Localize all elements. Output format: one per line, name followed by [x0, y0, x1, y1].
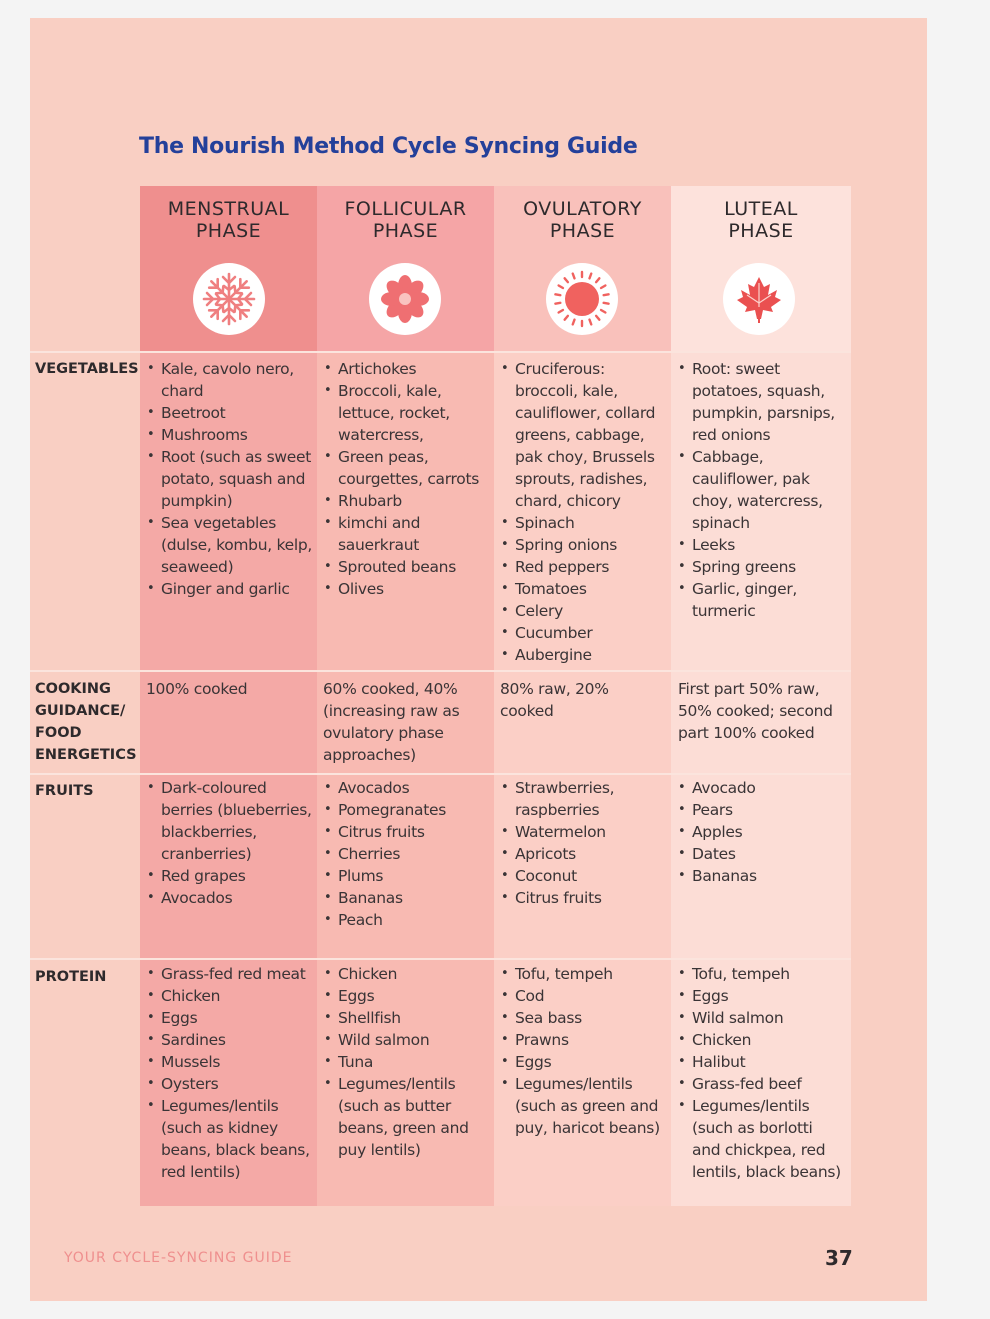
list-item: • Ginger and garlic: [144, 578, 314, 600]
list-item: • Chicken: [144, 985, 314, 1007]
list-item: • Sea bass: [498, 1007, 668, 1029]
list-item: • Pomegranates: [321, 799, 491, 821]
list-item: • Cod: [498, 985, 668, 1007]
cooking-follicular: [323, 678, 483, 766]
phase-title-follicular: FOLLICULAR PHASE: [344, 198, 467, 242]
list-item: • Chicken: [675, 1029, 845, 1051]
list-item: • Legumes/lentils (such as butter beans, green and puy lentils): [321, 1073, 491, 1161]
list-item: • Tomatoes: [498, 578, 668, 600]
list-item: • Citrus fruits: [498, 887, 668, 909]
list-item: • Garlic, ginger, turmeric: [675, 578, 845, 622]
vegetables-follicular: [321, 358, 491, 600]
list-item: • Leeks: [675, 534, 845, 556]
list-item: • Mussels: [144, 1051, 314, 1073]
list-item: • Cabbage, cauliflower, pak choy, watercress, spinach: [675, 446, 845, 534]
list-item: • Spinach: [498, 512, 668, 534]
list-item: • Watermelon: [498, 821, 668, 843]
vegetables-luteal: [675, 358, 845, 622]
list-item: • Aubergine: [498, 644, 668, 666]
list-item: • Red peppers: [498, 556, 668, 578]
phase-title-menstrual: MENSTRUAL PHASE: [167, 198, 290, 242]
list-item: • Oysters: [144, 1073, 314, 1095]
list-item: • Prawns: [498, 1029, 668, 1051]
maple-leaf-icon: [723, 263, 795, 335]
flower-icon: [369, 263, 441, 335]
fruits-ovulatory: [498, 777, 668, 909]
list-item: • Peach: [321, 909, 491, 931]
list-item: • Pears: [675, 799, 845, 821]
list-item: • Spring onions: [498, 534, 668, 556]
row-label-fruits: FRUITS: [35, 783, 94, 799]
list-item: • Strawberries, raspberries: [498, 777, 668, 821]
cooking-ovulatory: [500, 678, 660, 722]
list-item: • Tuna: [321, 1051, 491, 1073]
list-item: • Wild salmon: [321, 1029, 491, 1051]
cooking-text: 60% cooked, 40% (increasing raw as ovulatory phase approaches): [323, 680, 460, 764]
list-item: • Wild salmon: [675, 1007, 845, 1029]
phase-title-luteal: LUTEAL PHASE: [724, 198, 798, 242]
page-title: The Nourish Method Cycle Syncing Guide: [139, 134, 638, 159]
list-item: • Eggs: [498, 1051, 668, 1073]
list-item: • Chicken: [321, 963, 491, 985]
list-item: • Avocados: [321, 777, 491, 799]
list-item: • Eggs: [144, 1007, 314, 1029]
list-item: • Apples: [675, 821, 845, 843]
snowflake-icon: [193, 263, 265, 335]
list-item: • Bananas: [675, 865, 845, 887]
list-item: • Beetroot: [144, 402, 314, 424]
row-divider: [30, 670, 851, 672]
list-item: • Mushrooms: [144, 424, 314, 446]
guide-page: [30, 18, 927, 1301]
fruits-luteal: [675, 777, 845, 887]
row-divider: [30, 351, 851, 353]
vegetables-ovulatory: [498, 358, 668, 666]
list-item: • Artichokes: [321, 358, 491, 380]
list-item: • Spring greens: [675, 556, 845, 578]
list-item: • Kale, cavolo nero, chard: [144, 358, 314, 402]
cooking-menstrual: [146, 678, 306, 700]
vegetables-menstrual: [144, 358, 314, 600]
fruits-follicular: [321, 777, 491, 931]
row-label-protein: PROTEIN: [35, 969, 107, 985]
list-item: • Citrus fruits: [321, 821, 491, 843]
page-number: 37: [825, 1246, 853, 1270]
list-item: • Cucumber: [498, 622, 668, 644]
list-item: • Legumes/lentils (such as borlotti and chickpea, red lentils, black beans): [675, 1095, 845, 1183]
list-item: • Apricots: [498, 843, 668, 865]
protein-follicular: [321, 963, 491, 1161]
list-item: • Rhubarb: [321, 490, 491, 512]
row-label-vegetables: VEGETABLES: [35, 361, 139, 377]
protein-luteal: [675, 963, 845, 1183]
list-item: • Bananas: [321, 887, 491, 909]
list-item: • Root: sweet potatoes, squash, pumpkin, parsnips, red onions: [675, 358, 845, 446]
list-item: • Cherries: [321, 843, 491, 865]
list-item: • Dark-coloured berries (blueberries, blackberries, cranberries): [144, 777, 314, 865]
list-item: • Tofu, tempeh: [498, 963, 668, 985]
cooking-text: 100% cooked: [146, 680, 248, 698]
cooking-text: 80% raw, 20% cooked: [500, 680, 609, 720]
list-item: • Root (such as sweet potato, squash and pumpkin): [144, 446, 314, 512]
list-item: • Grass-fed beef: [675, 1073, 845, 1095]
list-item: • Olives: [321, 578, 491, 600]
list-item: • Cruciferous: broccoli, kale, cauliflower, collard greens, cabbage, pak choy, Brussels sprouts, radishes, chard, chicory: [498, 358, 668, 512]
list-item: • Avocados: [144, 887, 314, 909]
list-item: • Halibut: [675, 1051, 845, 1073]
list-item: • Celery: [498, 600, 668, 622]
list-item: • kimchi and sauerkraut: [321, 512, 491, 556]
list-item: • Sprouted beans: [321, 556, 491, 578]
list-item: • Sea vegetables (dulse, kombu, kelp, seaweed): [144, 512, 314, 578]
row-divider: [30, 958, 851, 960]
row-divider: [30, 773, 851, 775]
list-item: • Avocado: [675, 777, 845, 799]
cooking-text: First part 50% raw, 50% cooked; second part 100% cooked: [678, 680, 833, 742]
list-item: • Grass-fed red meat: [144, 963, 314, 985]
list-item: • Sardines: [144, 1029, 314, 1051]
list-item: • Green peas, courgettes, carrots: [321, 446, 491, 490]
phase-title-ovulatory: OVULATORY PHASE: [523, 198, 642, 242]
list-item: • Plums: [321, 865, 491, 887]
list-item: • Coconut: [498, 865, 668, 887]
list-item: • Legumes/lentils (such as green and puy, haricot beans): [498, 1073, 668, 1139]
fruits-menstrual: [144, 777, 314, 909]
list-item: • Broccoli, kale, lettuce, rocket, watercress,: [321, 380, 491, 446]
list-item: • Eggs: [675, 985, 845, 1007]
list-item: • Eggs: [321, 985, 491, 1007]
cooking-luteal: [678, 678, 848, 744]
protein-ovulatory: [498, 963, 668, 1139]
list-item: • Tofu, tempeh: [675, 963, 845, 985]
list-item: • Red grapes: [144, 865, 314, 887]
list-item: • Legumes/lentils (such as kidney beans, black beans, red lentils): [144, 1095, 314, 1183]
list-item: • Dates: [675, 843, 845, 865]
list-item: • Shellfish: [321, 1007, 491, 1029]
protein-menstrual: [144, 963, 314, 1183]
row-label-cooking: COOKING GUIDANCE/ FOOD ENERGETICS: [35, 681, 137, 763]
sun-icon: [546, 263, 618, 335]
footer-section-title: YOUR CYCLE-SYNCING GUIDE: [64, 1250, 293, 1266]
